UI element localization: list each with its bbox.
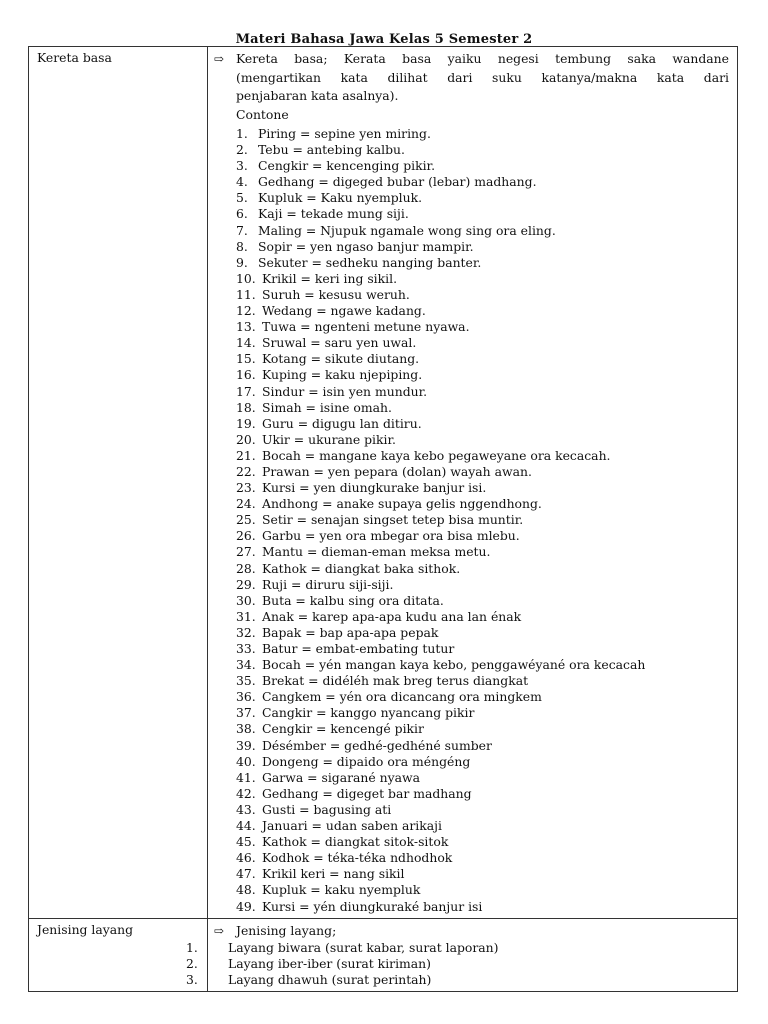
list-item: [236, 593, 729, 609]
list-item-number: 37.: [236, 705, 256, 721]
definition-line-3: penjabaran kata asalnya).: [236, 88, 399, 103]
list-item-text: Piring = sepine yen miring.: [258, 126, 431, 141]
list-item-text: Tuwa = ngenteni metune nyawa.: [262, 319, 470, 335]
list-item-text: Layang biwara (surat kabar, surat laporan): [228, 940, 499, 956]
list-item-text: Suruh = kesusu weruh.: [262, 286, 410, 302]
list-item: [236, 673, 729, 689]
contone-heading: Contone: [236, 106, 289, 122]
list-item-text: Sopir = yen ngaso banjur mampir.: [258, 238, 474, 254]
list-item-number: 14.: [236, 335, 256, 351]
list-item-text: Ruji = diruru siji-siji.: [262, 576, 394, 592]
list-item: [236, 786, 729, 802]
list-item-text: Kodhok = téka-téka ndhodhok: [262, 850, 453, 866]
row-label: [29, 918, 208, 992]
list-item: [236, 738, 729, 754]
list-item-number: 2.: [236, 142, 248, 158]
list-item-text: Désémber = gedhé-gedhéné sumber: [262, 737, 492, 753]
list-item-number: 16.: [236, 367, 256, 383]
row-label-text: Kereta basa: [37, 50, 112, 65]
list-item-text: Cangkem = yén ora dicancang ora mingkem: [262, 689, 542, 705]
list-item: [236, 448, 729, 464]
list-item-number: 8.: [236, 238, 248, 254]
list-item-number: 46.: [236, 850, 256, 866]
list-item-text: Mantu = dieman-eman meksa metu.: [262, 544, 491, 560]
list-item-number: 22.: [236, 463, 256, 479]
list-item-number: 1.: [186, 940, 198, 956]
list-item-number: 48.: [236, 882, 256, 898]
list-item: [236, 480, 729, 496]
list-item: [236, 174, 729, 190]
list-item: [236, 367, 729, 383]
list-item-text: Prawan = yen pepara (dolan) wayah awan.: [262, 463, 532, 479]
list-item-text: Sruwal = saru yen uwal.: [262, 335, 417, 351]
list-item-text: Kaji = tekade mung siji.: [258, 206, 409, 222]
list-item: [236, 834, 729, 850]
page-title: Materi Bahasa Jawa Kelas 5 Semester 2: [235, 32, 533, 47]
list-item: [236, 255, 729, 271]
list-item: [236, 432, 729, 448]
table-row-kereta-basa: [29, 47, 738, 919]
list-item-text: Kupluk = Kaku nyempluk.: [258, 190, 423, 206]
list-item-text: Cangkir = kanggo nyancang pikir: [262, 705, 475, 721]
list-item-number: 36.: [236, 689, 256, 705]
list-item: [236, 657, 729, 673]
list-item-number: 39.: [236, 737, 256, 753]
list-item-number: 18.: [236, 399, 256, 415]
list-item: [236, 512, 729, 528]
list-item-text: Gedhang = digeged bubar (lebar) madhang.: [258, 174, 537, 190]
list-item-number: 43.: [236, 801, 256, 817]
list-item-text: Guru = digugu lan ditiru.: [262, 415, 422, 431]
list-item-number: 3.: [186, 972, 198, 988]
list-item-text: Kuping = kaku njepiping.: [262, 367, 423, 383]
list-item-text: Buta = kalbu sing ora ditata.: [262, 592, 444, 608]
list-item-number: 11.: [236, 286, 256, 302]
list-item-number: 38.: [236, 721, 256, 737]
list-item: [236, 126, 729, 142]
list-item-number: 2.: [186, 956, 198, 972]
list-item-text: Ukir = ukurane pikir.: [262, 431, 396, 447]
list-item-number: 30.: [236, 592, 256, 608]
list-item-text: Sindur = isin yen mundur.: [262, 383, 428, 399]
list-item-number: 27.: [236, 544, 256, 560]
list-item-number: 41.: [236, 769, 256, 785]
material-table: [28, 46, 738, 992]
list-item-number: 1.: [236, 126, 248, 141]
list-item: [236, 335, 729, 351]
list-item-text: Anak = karep apa-apa kudu ana lan énak: [262, 608, 522, 624]
list-item-text: Januari = udan saben arikaji: [262, 818, 442, 834]
row-content: [208, 47, 738, 919]
list-item: [236, 544, 729, 560]
list-item: [236, 190, 729, 206]
list-item: [236, 287, 729, 303]
layang-heading: Jenising layang;: [236, 922, 337, 938]
list-item-text: Kathok = diangkat sitok-sitok: [262, 834, 449, 850]
list-item: [236, 464, 729, 480]
list-item: [236, 625, 729, 641]
list-item-number: 49.: [236, 898, 256, 914]
list-item-text: Brekat = didéléh mak breg terus diangkat: [262, 673, 529, 689]
list-item-text: Dongeng = dipaido ora méngéng: [262, 753, 471, 769]
list-item: [236, 721, 729, 737]
definition-line-2: (mengartikan kata dilihat dari suku katanya/makna kata dari: [236, 69, 729, 85]
list-item-number: 17.: [236, 383, 256, 399]
list-item-number: 9.: [236, 254, 248, 270]
list-item: [236, 899, 729, 915]
list-item: [236, 142, 729, 158]
list-item: [236, 319, 729, 335]
list-item-number: 19.: [236, 415, 256, 431]
list-item-text: Bocah = yén mangan kaya kebo, penggawéyané ora kecacah: [262, 657, 646, 673]
list-item: [236, 528, 729, 544]
list-item-number: 28.: [236, 560, 256, 576]
list-item: [236, 384, 729, 400]
list-item-number: 23.: [236, 480, 256, 496]
list-item-text: Kursi = yen diungkurake banjur isi.: [262, 480, 487, 496]
list-item-text: Maling = Njupuk ngamale wong sing ora eling.: [258, 222, 556, 238]
list-item: [236, 303, 729, 319]
list-item-number: 29.: [236, 576, 256, 592]
list-item-text: Layang dhawuh (surat perintah): [228, 972, 432, 988]
list-item-text: Krikil = keri ing sikil.: [262, 270, 398, 286]
list-item-text: Gedhang = digeget bar madhang: [262, 785, 472, 801]
list-item: [236, 223, 729, 239]
list-item-text: Gusti = bagusing ati: [262, 801, 392, 817]
list-item-text: Garbu = yen ora mbegar ora bisa mlebu.: [262, 528, 520, 544]
list-item-number: 32.: [236, 624, 256, 640]
list-item-text: Andhong = anake supaya gelis nggendhong.: [262, 496, 542, 512]
row-label: [29, 47, 208, 919]
list-item-text: Sekuter = sedheku nanging banter.: [258, 254, 482, 270]
list-item-number: 44.: [236, 818, 256, 834]
list-item: [186, 956, 729, 972]
list-item-number: 6.: [236, 206, 248, 222]
list-item-number: 5.: [236, 190, 248, 206]
list-item-number: 10.: [236, 270, 256, 286]
list-item: [236, 705, 729, 721]
row-content: [186, 918, 738, 992]
list-item: [236, 496, 729, 512]
list-item-number: 13.: [236, 319, 256, 335]
list-item-text: Wedang = ngawe kadang.: [262, 303, 426, 319]
list-item-number: 3.: [236, 158, 248, 174]
list-item-text: Layang iber-iber (surat kiriman): [228, 956, 431, 972]
list-item-number: 4.: [236, 174, 248, 190]
list-item-number: 47.: [236, 866, 256, 882]
list-item-number: 42.: [236, 785, 256, 801]
list-item: [236, 818, 729, 834]
list-item-number: 35.: [236, 673, 256, 689]
list-item-number: 12.: [236, 303, 256, 319]
list-item-text: Bocah = mangane kaya kebo pegaweyane ora kecacah.: [262, 447, 611, 463]
list-item: [236, 577, 729, 593]
definition-line-1: Kereta basa; Kerata basa yaiku negesi tembung saka wandane: [236, 51, 729, 66]
list-item-number: 45.: [236, 834, 256, 850]
list-item: [236, 609, 729, 625]
list-item-text: Kathok = diangkat baka sithok.: [262, 560, 461, 576]
list-item: [236, 561, 729, 577]
list-item: [236, 770, 729, 786]
list-item-number: 34.: [236, 657, 256, 673]
layang-list: [186, 940, 729, 988]
list-item: [186, 940, 729, 956]
list-item: [236, 802, 729, 818]
list-item: [236, 754, 729, 770]
list-item: [236, 689, 729, 705]
list-item: [236, 850, 729, 866]
list-item: [236, 206, 729, 222]
list-item: [186, 972, 729, 988]
list-item-text: Setir = senajan singset tetep bisa muntir.: [262, 512, 524, 528]
list-item-number: 15.: [236, 351, 256, 367]
list-item-text: Kupluk = kaku nyempluk: [262, 882, 421, 898]
list-item-text: Batur = embat-embating tutur: [262, 641, 455, 656]
list-item: [236, 866, 729, 882]
list-item-text: Cengkir = kencengé pikir: [262, 721, 424, 737]
list-item-number: 20.: [236, 431, 256, 447]
list-item-number: 26.: [236, 528, 256, 544]
list-item: [236, 271, 729, 287]
examples-list: [214, 126, 729, 915]
list-item-text: Garwa = sigarané nyawa: [262, 769, 421, 785]
list-item-text: Cengkir = kencenging pikir.: [258, 158, 436, 174]
list-item-number: 33.: [236, 641, 256, 656]
list-item-number: 24.: [236, 496, 256, 512]
list-item-text: Tebu = antebing kalbu.: [258, 142, 405, 158]
list-item: [236, 158, 729, 174]
list-item-number: 21.: [236, 447, 256, 463]
list-item-text: Kursi = yén diungkuraké banjur isi: [262, 898, 483, 914]
list-item: [236, 882, 729, 898]
list-item: [236, 351, 729, 367]
list-item-number: 31.: [236, 608, 256, 624]
list-item-number: 7.: [236, 222, 248, 238]
list-item-text: Simah = isine omah.: [262, 399, 392, 415]
list-item-text: Bapak = bap apa-apa pepak: [262, 624, 439, 640]
list-item: [236, 239, 729, 255]
list-item-number: 25.: [236, 512, 256, 528]
list-item: [236, 641, 729, 657]
list-item-number: 40.: [236, 753, 256, 769]
list-item-text: Kotang = sikute diutang.: [262, 351, 420, 367]
list-item: [236, 416, 729, 432]
list-item: [236, 400, 729, 416]
list-item-text: Krikil keri = nang sikil: [262, 866, 405, 882]
arrow-right-icon: ⇨: [214, 923, 225, 938]
arrow-right-icon: ⇨: [214, 52, 225, 66]
row-label-text: Jenising layang: [37, 921, 134, 937]
table-row-jenising-layang: [29, 918, 738, 992]
